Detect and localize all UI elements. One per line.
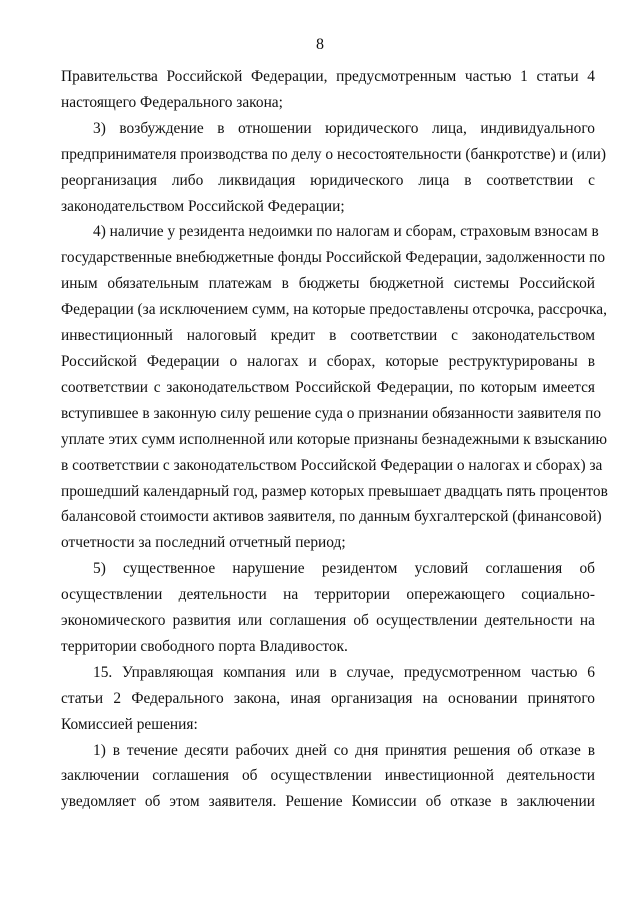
paragraph (61, 116, 606, 220)
paragraph-line: прошедший календарный год, размер которых превышает двадцать пять процентов (61, 482, 608, 500)
paragraph-line: 1) в течение десяти рабочих дней со дня принятия решения об отказе в (93, 741, 595, 759)
paragraph-line: в соответствии с законодательством Российской Федерации о налогах и сборах) за (61, 456, 603, 474)
paragraph-line: заключении соглашения об осуществлении инвестиционной деятельности (61, 767, 595, 785)
paragraph (61, 556, 595, 660)
paragraph (61, 64, 595, 116)
paragraph-line: настоящего Федерального закона; (61, 93, 283, 111)
paragraph-line: территории свободного порта Владивосток. (61, 637, 348, 655)
paragraph-line: экономического развития или соглашения об осуществлении деятельности на (61, 612, 595, 630)
paragraph-line: осуществлении деятельности на территории опережающего социально- (61, 586, 595, 604)
paragraph-line: соответствии с законодательством Российской Федерации, по которым имеется (61, 378, 595, 396)
paragraph-line: балансовой стоимости активов заявителя, по данным бухгалтерской (финансовой) (61, 508, 602, 526)
paragraph-line: 15. Управляющая компания или в случае, предусмотренном частью 6 (93, 663, 595, 681)
paragraph-line: отчетности за последний отчетный период; (61, 534, 346, 552)
paragraph-line: реорганизация либо ликвидация юридического лица в соответствии с (61, 171, 595, 189)
document-body (61, 64, 608, 815)
paragraph-line: Федерации (за исключением сумм, на которые предоставлены отсрочка, рассрочка, (61, 301, 607, 319)
paragraph-line: предпринимателя производства по делу о несостоятельности (банкротстве) и (или) (61, 145, 606, 163)
paragraph (61, 660, 595, 738)
paragraph (61, 219, 608, 556)
paragraph-line: Правительства Российской Федерации, предусмотренным частью 1 статьи 4 (61, 68, 595, 85)
paragraph-line: 5) существенное нарушение резидентом условий соглашения об (93, 560, 595, 578)
paragraph-line: государственные внебюджетные фонды Российской Федерации, задолженности по (61, 249, 606, 267)
paragraph-line: инвестиционный налоговый кредит в соответствии с законодательством (61, 327, 595, 345)
paragraph-line: Комиссией решения: (61, 715, 198, 733)
paragraph-line: законодательством Российской Федерации; (61, 197, 345, 215)
paragraph-line: вступившее в законную силу решение суда о признании обязанности заявителя по (61, 404, 602, 422)
paragraph-line: 3) возбуждение в отношении юридического лица, индивидуального (93, 119, 595, 137)
paragraph-line: иным обязательным платежам в бюджеты бюджетной системы Российской (61, 275, 595, 293)
paragraph-line: уплате этих сумм исполненной или которые признаны безнадежными к взысканию (61, 430, 608, 448)
paragraph-line: статьи 2 Федерального закона, иная организация на основании принятого (61, 689, 595, 707)
paragraph-line: 4) наличие у резидента недоимки по налогам и сборам, страховым взносам в (93, 223, 599, 241)
page-number: 8 (316, 36, 324, 53)
paragraph-line: Российской Федерации о налогах и сборах, которые реструктурированы в (61, 352, 595, 370)
paragraph (61, 738, 595, 816)
paragraph-line: уведомляет об этом заявителя. Решение Комиссии об отказе в заключении (61, 793, 595, 811)
